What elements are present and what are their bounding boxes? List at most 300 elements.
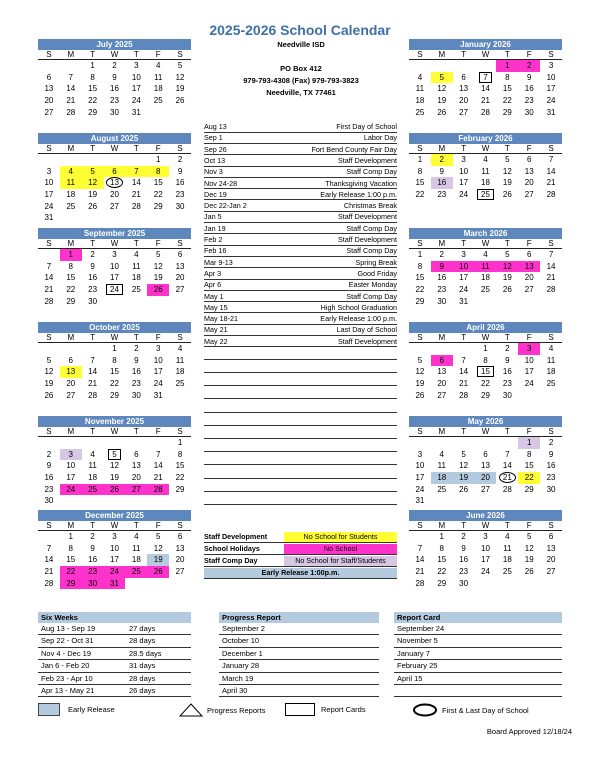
day-number: 13 xyxy=(175,261,185,271)
date-value: April 30 xyxy=(222,685,248,695)
empty-cell xyxy=(60,437,82,449)
day-cell xyxy=(409,366,431,378)
day-cell xyxy=(60,83,82,95)
day-cell xyxy=(518,543,540,555)
day-number: 13 xyxy=(437,367,447,377)
month-title: February 2026 xyxy=(409,133,562,144)
day-number: 19 xyxy=(110,473,119,483)
legend-early-release xyxy=(38,703,115,716)
day-cell xyxy=(518,166,540,178)
day-number: 1 xyxy=(68,532,73,541)
day-cell xyxy=(431,554,453,566)
day-cell xyxy=(60,166,82,178)
weekday-header xyxy=(38,521,191,531)
day-number: 13 xyxy=(481,461,490,471)
day-cell xyxy=(453,154,475,166)
event-date: May 15 xyxy=(204,302,228,312)
day-number: 1 xyxy=(417,155,423,164)
day-number: 14 xyxy=(502,461,512,471)
day-number: 22 xyxy=(88,96,98,106)
day-cell xyxy=(104,201,126,213)
event-row xyxy=(204,325,397,336)
weekday-label: S xyxy=(417,333,423,342)
event-row xyxy=(204,156,397,167)
progress-report-table xyxy=(219,612,379,697)
box-icon xyxy=(285,703,315,716)
report-card-table xyxy=(394,612,562,697)
day-cell xyxy=(540,95,562,107)
day-cell xyxy=(540,366,562,378)
day-cell xyxy=(409,284,431,296)
weekday-label: M xyxy=(438,144,446,153)
day-number: 16 xyxy=(502,367,512,377)
day-number: 23 xyxy=(546,473,556,483)
day-cell xyxy=(125,449,147,461)
day-cell xyxy=(147,531,169,543)
day-cell xyxy=(38,484,60,496)
day-number: 19 xyxy=(153,273,163,283)
weekday-label: W xyxy=(110,333,119,342)
period-days: 31 days xyxy=(129,661,156,671)
date-value: September 24 xyxy=(397,624,445,633)
day-number: 1 xyxy=(439,532,444,541)
event-date: Feb 16 xyxy=(204,246,227,256)
day-number: 28 xyxy=(88,390,98,400)
event-date: Aug 13 xyxy=(204,122,227,131)
day-cell xyxy=(431,261,453,273)
day-number: 29 xyxy=(437,578,447,588)
event-description: High School Graduation xyxy=(320,302,397,312)
day-number: 2 xyxy=(90,532,95,541)
day-number: 6 xyxy=(483,449,488,459)
day-number: 24 xyxy=(481,567,490,577)
day-cell xyxy=(125,60,147,72)
weekday-label: T xyxy=(133,50,139,59)
day-cell xyxy=(169,72,191,84)
weekday-label: F xyxy=(155,239,161,248)
day-number: 4 xyxy=(417,72,423,82)
weekday-label: T xyxy=(90,521,96,530)
day-number: 31 xyxy=(110,578,119,588)
day-cell xyxy=(125,390,147,402)
day-cell xyxy=(169,177,191,189)
day-number: 26 xyxy=(88,201,98,211)
day-cell xyxy=(38,284,60,296)
day-number: 7 xyxy=(68,72,73,82)
event-description: Staff Comp Day xyxy=(346,246,397,256)
day-number: 22 xyxy=(175,473,185,483)
day-number: 16 xyxy=(175,178,185,188)
period-range: Jan 6 - Feb 20 xyxy=(41,661,90,671)
day-number: 16 xyxy=(524,84,534,94)
empty-cell xyxy=(60,343,82,355)
day-cell xyxy=(125,189,147,201)
day-number: 27 xyxy=(524,285,534,295)
event-description: Staff Development xyxy=(338,212,397,222)
day-number: 3 xyxy=(134,61,139,70)
day-cell xyxy=(125,343,147,355)
period-days: 26 days xyxy=(129,685,156,695)
period-days: 28 days xyxy=(129,673,156,683)
day-cell xyxy=(518,554,540,566)
day-number: 2 xyxy=(177,155,183,164)
day-number: 7 xyxy=(548,155,554,164)
day-number: 16 xyxy=(546,461,556,471)
day-number: 18 xyxy=(153,84,163,94)
day-cell xyxy=(82,578,104,590)
day-cell xyxy=(518,272,540,284)
day-cell xyxy=(82,531,104,543)
day-number: 30 xyxy=(437,296,447,306)
weekday-header xyxy=(409,239,562,249)
day-cell xyxy=(104,566,126,578)
weekday-label: M xyxy=(67,239,75,248)
weekday-label: T xyxy=(504,50,510,59)
day-number: 12 xyxy=(153,261,163,271)
legend-first-last-day xyxy=(412,703,529,717)
weekday-label: F xyxy=(526,144,532,153)
day-cell xyxy=(496,449,518,461)
day-cell xyxy=(540,554,562,566)
day-cell xyxy=(60,390,82,402)
day-cell xyxy=(409,484,431,496)
day-number: 15 xyxy=(110,367,119,377)
day-cell xyxy=(60,177,82,189)
month-title: May 2026 xyxy=(409,416,562,427)
weekday-label: T xyxy=(133,521,139,530)
date-value: January 7 xyxy=(397,648,430,658)
weekday-label: S xyxy=(46,427,52,436)
weekday-label: W xyxy=(481,50,490,59)
day-cell xyxy=(38,189,60,201)
day-number: 25 xyxy=(437,484,447,494)
day-number: 5 xyxy=(461,449,466,459)
month-february-2026 xyxy=(409,133,562,201)
day-number: 26 xyxy=(153,567,163,577)
day-cell xyxy=(147,460,169,472)
day-number: 11 xyxy=(481,166,490,176)
day-number: 30 xyxy=(524,107,534,117)
day-cell xyxy=(540,83,562,95)
day-number: 11 xyxy=(175,355,185,365)
day-number: 11 xyxy=(66,178,75,188)
day-cell xyxy=(540,166,562,178)
page-title: 2025-2026 School Calendar xyxy=(209,22,391,38)
day-number: 27 xyxy=(44,107,54,117)
day-number: 25 xyxy=(546,379,556,389)
day-cell xyxy=(518,83,540,95)
event-date: Nov 3 xyxy=(204,167,223,177)
day-number: 12 xyxy=(437,84,447,94)
day-number: 5 xyxy=(505,250,510,259)
event-date: Mar 9-13 xyxy=(204,257,233,267)
day-cell xyxy=(104,189,126,201)
day-cell xyxy=(125,166,147,178)
day-cell xyxy=(82,296,104,308)
table-row xyxy=(394,673,562,685)
day-number: 6 xyxy=(548,532,554,541)
day-number: 12 xyxy=(88,178,98,188)
day-cell xyxy=(409,154,431,166)
day-cell xyxy=(540,531,562,543)
date-value: September 2 xyxy=(222,624,265,633)
day-number: 13 xyxy=(524,261,534,271)
board-approved-note: Board Approved 12/18/24 xyxy=(486,727,572,736)
day-cell xyxy=(169,284,191,296)
legend-early-release-label: Early Release xyxy=(68,705,115,714)
day-cell xyxy=(147,72,169,84)
day-cell xyxy=(60,472,82,484)
date-value: January 28 xyxy=(222,661,260,671)
day-cell xyxy=(147,554,169,566)
day-cell xyxy=(38,83,60,95)
day-cell xyxy=(409,72,431,84)
blank-line xyxy=(204,504,397,505)
day-cell xyxy=(60,95,82,107)
table-row xyxy=(219,660,379,672)
empty-cell xyxy=(104,437,126,449)
day-number: 2 xyxy=(461,532,466,541)
day-number: 23 xyxy=(175,190,185,200)
day-cell xyxy=(496,390,518,402)
day-cell xyxy=(431,531,453,543)
key-early-release xyxy=(204,568,397,579)
weekday-label: W xyxy=(481,427,490,436)
event-description: Staff Comp Day xyxy=(346,291,397,301)
day-cell xyxy=(60,355,82,367)
day-number: 2 xyxy=(90,250,95,259)
day-number: 10 xyxy=(110,543,119,553)
day-number: 3 xyxy=(548,61,554,70)
day-cell xyxy=(431,296,453,308)
day-number: 27 xyxy=(175,567,185,577)
day-cell xyxy=(475,566,497,578)
day-cell xyxy=(475,154,497,166)
day-cell xyxy=(60,554,82,566)
day-cell xyxy=(409,378,431,390)
day-number: 18 xyxy=(88,473,98,483)
event-row xyxy=(204,201,397,212)
day-cell xyxy=(60,72,82,84)
day-number: 29 xyxy=(175,484,185,494)
day-number: 14 xyxy=(44,273,54,283)
day-number: 12 xyxy=(153,543,163,553)
day-cell xyxy=(518,177,540,189)
month-title: November 2025 xyxy=(38,416,191,427)
day-number: 13 xyxy=(459,84,469,94)
day-cell xyxy=(104,366,126,378)
day-number: 24 xyxy=(153,379,163,389)
day-cell xyxy=(518,95,540,107)
day-number: 24 xyxy=(415,484,425,494)
month-title: June 2026 xyxy=(409,510,562,521)
day-cell xyxy=(82,166,104,178)
day-cell xyxy=(409,460,431,472)
day-number: 6 xyxy=(526,155,532,164)
day-number: 18 xyxy=(415,96,425,106)
day-cell xyxy=(475,378,497,390)
day-number: 31 xyxy=(546,107,556,117)
day-cell xyxy=(496,60,518,72)
day-number: 21 xyxy=(546,273,556,283)
day-cell xyxy=(60,366,82,378)
day-cell xyxy=(38,201,60,213)
day-number: 19 xyxy=(44,379,54,389)
day-cell xyxy=(409,566,431,578)
day-number: 24 xyxy=(546,96,556,106)
day-cell xyxy=(540,449,562,461)
day-cell xyxy=(38,296,60,308)
day-number: 4 xyxy=(483,155,488,164)
day-number: 7 xyxy=(505,449,510,459)
early-release-swatch xyxy=(38,703,60,716)
weekday-label: M xyxy=(67,50,75,59)
day-cell xyxy=(453,578,475,590)
day-number: 23 xyxy=(502,379,512,389)
day-number: 14 xyxy=(459,367,469,377)
day-number: 17 xyxy=(66,473,76,483)
day-number: 29 xyxy=(502,107,512,117)
weekday-label: W xyxy=(481,521,490,530)
day-cell xyxy=(147,543,169,555)
event-date: Sep 26 xyxy=(204,144,227,154)
day-cell xyxy=(475,83,497,95)
event-date: Apr 6 xyxy=(204,280,222,290)
day-cell xyxy=(409,95,431,107)
empty-cell xyxy=(475,437,497,449)
month-title: March 2026 xyxy=(409,228,562,239)
day-cell xyxy=(496,343,518,355)
day-number: 8 xyxy=(439,543,444,553)
day-cell xyxy=(125,284,147,296)
day-number: 22 xyxy=(66,567,76,577)
empty-cell xyxy=(453,343,475,355)
day-cell xyxy=(125,249,147,261)
day-number: 28 xyxy=(502,484,512,494)
day-number: 5 xyxy=(155,250,161,259)
day-cell xyxy=(60,261,82,273)
day-cell xyxy=(169,154,191,166)
day-number: 19 xyxy=(502,273,512,283)
weekday-label: S xyxy=(548,239,554,248)
day-number: 6 xyxy=(177,250,183,259)
event-row xyxy=(204,280,397,291)
day-number: 28 xyxy=(44,578,54,588)
day-cell xyxy=(540,154,562,166)
day-number: 16 xyxy=(88,273,98,283)
blank-line xyxy=(204,425,397,426)
day-number: 18 xyxy=(66,190,76,200)
day-cell xyxy=(496,83,518,95)
weekday-label: T xyxy=(90,239,96,248)
day-number: 1 xyxy=(526,438,532,447)
day-number: 1 xyxy=(90,61,95,70)
weekday-label: M xyxy=(438,50,446,59)
day-cell xyxy=(496,355,518,367)
day-number: 26 xyxy=(502,190,512,200)
event-description: Labor Day xyxy=(363,133,397,143)
event-description: Staff Comp Day xyxy=(346,167,397,177)
legend-first-last-label: First & Last Day of School xyxy=(442,705,529,715)
key-staff-comp-day xyxy=(204,556,397,567)
day-number: 3 xyxy=(461,155,466,164)
table-row xyxy=(219,648,379,660)
day-number: 19 xyxy=(175,84,185,94)
day-cell xyxy=(540,284,562,296)
day-cell xyxy=(409,355,431,367)
day-number: 22 xyxy=(415,190,425,200)
day-cell xyxy=(104,72,126,84)
event-date: May 18-21 xyxy=(204,314,238,324)
day-number: 2 xyxy=(46,449,52,459)
day-number: 4 xyxy=(134,250,139,259)
empty-cell xyxy=(431,60,453,72)
day-number: 26 xyxy=(110,484,119,494)
event-date: Feb 2 xyxy=(204,235,223,244)
day-number: 10 xyxy=(44,178,54,188)
weekday-header xyxy=(38,144,191,154)
blank-line xyxy=(204,464,397,465)
day-cell xyxy=(540,272,562,284)
weekday-label: M xyxy=(67,333,75,342)
day-cell xyxy=(431,95,453,107)
day-number: 30 xyxy=(131,390,141,400)
day-cell xyxy=(453,390,475,402)
day-cell xyxy=(169,484,191,496)
day-number: 20 xyxy=(66,379,76,389)
day-number: 20 xyxy=(524,178,534,188)
day-cell xyxy=(38,554,60,566)
empty-cell xyxy=(453,437,475,449)
day-number: 31 xyxy=(459,296,469,306)
day-number: 15 xyxy=(415,178,425,188)
day-cell xyxy=(431,249,453,261)
event-date: Jan 5 xyxy=(204,212,222,222)
weekday-label: M xyxy=(438,427,446,436)
month-title: December 2025 xyxy=(38,510,191,521)
day-number: 30 xyxy=(502,390,512,400)
day-number: 23 xyxy=(437,190,447,200)
blank-line xyxy=(204,478,397,479)
day-number: 27 xyxy=(110,201,119,211)
day-number: 14 xyxy=(66,84,76,94)
day-number: 20 xyxy=(546,555,556,565)
event-date: May 22 xyxy=(204,336,228,346)
day-cell xyxy=(104,390,126,402)
day-cell xyxy=(82,107,104,119)
day-cell xyxy=(82,554,104,566)
day-number: 17 xyxy=(459,273,469,283)
weekday-label: T xyxy=(90,427,96,436)
empty-cell xyxy=(38,531,60,543)
day-number: 14 xyxy=(88,367,98,377)
day-number: 17 xyxy=(481,555,490,565)
weekday-label: S xyxy=(46,144,52,153)
day-number: 15 xyxy=(415,273,425,283)
month-title: October 2025 xyxy=(38,322,191,333)
day-number: 9 xyxy=(177,166,183,176)
day-cell xyxy=(540,566,562,578)
day-cell xyxy=(540,249,562,261)
event-date: Oct 13 xyxy=(204,155,226,165)
day-cell xyxy=(453,355,475,367)
day-cell xyxy=(431,578,453,590)
event-row xyxy=(204,303,397,314)
event-description: Early Release 1:00 p.m. xyxy=(320,314,397,324)
day-cell xyxy=(431,272,453,284)
period-range: Apr 13 - May 21 xyxy=(41,685,95,695)
day-number: 3 xyxy=(461,250,466,259)
